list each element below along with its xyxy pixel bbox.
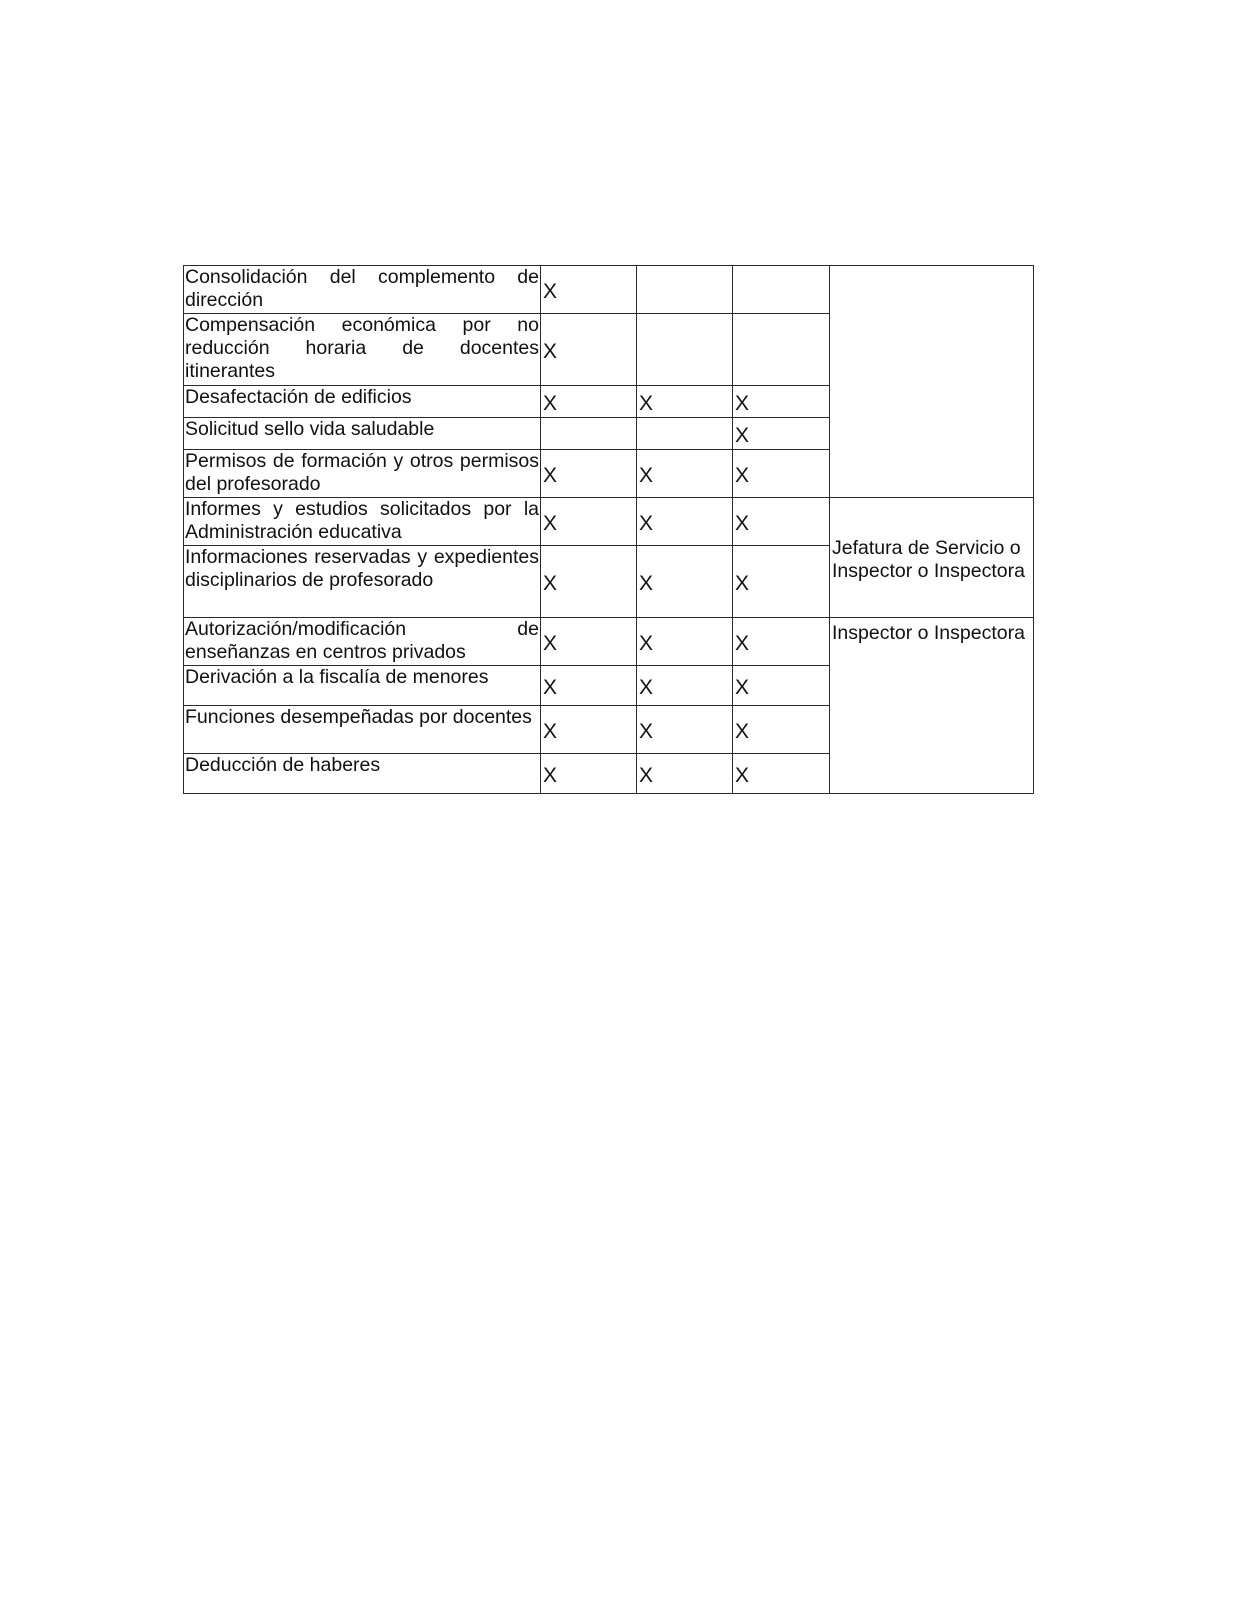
document-table: [183, 265, 1034, 794]
mark-cell: X: [541, 546, 637, 618]
mark-cell: [637, 418, 733, 450]
row-description: Permisos de formación y otros permisos del profesorado: [184, 450, 541, 498]
mark-cell: X: [733, 450, 830, 498]
mark-cell: X: [637, 546, 733, 618]
mark-cell: X: [637, 618, 733, 666]
mark-cell: [733, 266, 830, 314]
mark-cell: X: [733, 418, 830, 450]
mark-cell: X: [733, 754, 830, 794]
mark-cell: X: [541, 706, 637, 754]
row-description: Compensación económica por no reducción horaria de docentes itinerantes: [184, 314, 541, 386]
row-description: Derivación a la fiscalía de menores: [184, 666, 541, 706]
mark-cell: X: [541, 266, 637, 314]
table-row: [184, 498, 1034, 546]
mark-cell: X: [541, 666, 637, 706]
mark-cell: X: [733, 386, 830, 418]
mark-cell: X: [733, 498, 830, 546]
mark-cell: X: [541, 314, 637, 386]
mark-cell: X: [541, 754, 637, 794]
row-description: Consolidación del complemento de dirección: [184, 266, 541, 314]
mark-cell: X: [637, 386, 733, 418]
mark-cell: X: [637, 498, 733, 546]
table-row: [184, 266, 1034, 314]
mark-cell: [637, 314, 733, 386]
mark-cell: X: [637, 450, 733, 498]
mark-cell: X: [637, 666, 733, 706]
row-description: Autorización/modificación de enseñanzas en centros privados: [184, 618, 541, 666]
mark-cell: X: [541, 386, 637, 418]
responsible-cell: Jefatura de Servicio o Inspector o Inspectora: [830, 498, 1034, 618]
mark-cell: X: [733, 618, 830, 666]
mark-cell: X: [637, 706, 733, 754]
mark-cell: X: [733, 666, 830, 706]
responsible-cell: Inspector o Inspectora: [830, 618, 1034, 794]
mark-cell: X: [541, 450, 637, 498]
row-description: Informaciones reservadas y expedientes disciplinarios de profesorado: [184, 546, 541, 618]
responsible-cell: [830, 266, 1034, 498]
mark-cell: X: [637, 754, 733, 794]
row-description: Desafectación de edificios: [184, 386, 541, 418]
row-description: Funciones desempeñadas por docentes: [184, 706, 541, 754]
mark-cell: [541, 418, 637, 450]
mark-cell: X: [733, 706, 830, 754]
mark-cell: X: [733, 546, 830, 618]
row-description: Informes y estudios solicitados por la Administración educativa: [184, 498, 541, 546]
mark-cell: X: [541, 498, 637, 546]
row-description: Deducción de haberes: [184, 754, 541, 794]
mark-cell: [733, 314, 830, 386]
row-description: Solicitud sello vida saludable: [184, 418, 541, 450]
table-row: [184, 618, 1034, 666]
mark-cell: [637, 266, 733, 314]
mark-cell: X: [541, 618, 637, 666]
